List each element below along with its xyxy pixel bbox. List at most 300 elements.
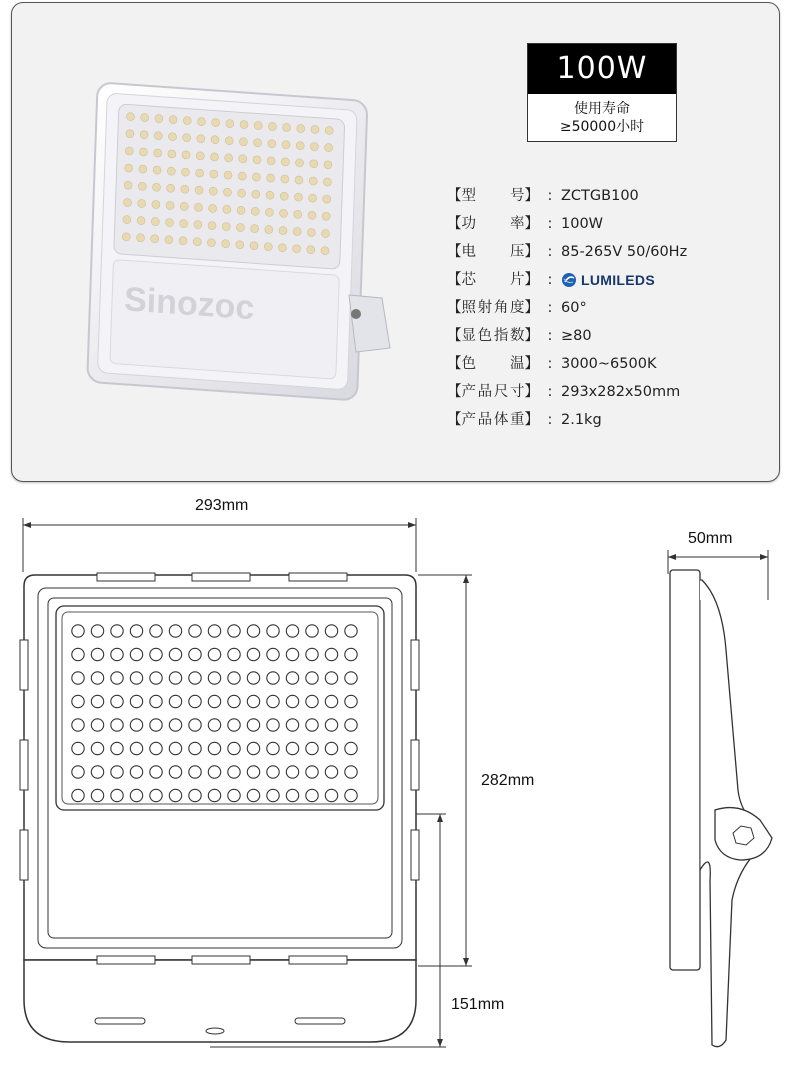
led-circle: [72, 789, 84, 801]
housing-tab: [97, 573, 155, 581]
led-circle: [189, 789, 201, 801]
led-circle: [306, 625, 318, 637]
spec-value: 85-265V 50/60Hz: [561, 244, 688, 260]
photo-led: [224, 171, 232, 180]
led-circle: [267, 672, 279, 684]
photo-led: [310, 142, 318, 151]
photo-led: [250, 241, 258, 250]
led-circle: [228, 789, 240, 801]
photo-led: [324, 161, 332, 170]
photo-led: [151, 235, 159, 244]
led-circle: [111, 648, 123, 660]
led-circle: [130, 648, 142, 660]
spec-value: 293x282x50mm: [561, 384, 681, 400]
bracket-close: 】: [524, 272, 539, 288]
photo-led: [239, 137, 247, 146]
photo-led: [180, 219, 188, 228]
photo-led: [253, 156, 261, 165]
watermark-text: Sinozoc: [123, 280, 255, 328]
bracket-close: 】: [524, 216, 539, 232]
photo-led: [165, 236, 173, 245]
led-circle: [325, 672, 337, 684]
spec-label: 照射角度: [461, 300, 525, 316]
spec-row: [447, 322, 687, 350]
led-circle: [208, 625, 220, 637]
spec-row: [447, 210, 687, 238]
photo-led: [125, 164, 133, 173]
led-circle: [91, 648, 103, 660]
led-circle: [286, 766, 298, 778]
led-circle: [111, 672, 123, 684]
spec-value: 3000~6500K: [561, 356, 657, 372]
spec-colon: :: [547, 356, 553, 372]
led-circle: [286, 648, 298, 660]
led-circle: [111, 625, 123, 637]
led-circle: [247, 789, 259, 801]
led-circle: [325, 766, 337, 778]
photo-led: [297, 124, 305, 133]
led-circle: [345, 719, 357, 731]
photo-led: [252, 173, 260, 182]
led-circle: [111, 719, 123, 731]
led-circle: [111, 742, 123, 754]
photo-led: [167, 184, 175, 193]
led-circle: [111, 789, 123, 801]
led-circle: [247, 672, 259, 684]
led-circle: [345, 695, 357, 707]
led-circle: [189, 766, 201, 778]
photo-led: [281, 158, 289, 167]
led-circle: [169, 789, 181, 801]
led-circle: [130, 789, 142, 801]
housing-tab: [97, 956, 155, 964]
bracket-open: 【: [447, 328, 462, 344]
photo-led: [309, 177, 317, 186]
photo-led: [324, 143, 332, 152]
led-circle: [189, 695, 201, 707]
photo-led: [179, 237, 187, 246]
led-circle: [247, 742, 259, 754]
bracket-close: 】: [524, 188, 539, 204]
photo-led: [252, 190, 260, 199]
spec-value: 2.1kg: [561, 412, 602, 428]
led-circle: [306, 695, 318, 707]
photo-led: [236, 223, 244, 232]
photo-led: [279, 226, 287, 235]
photo-led: [323, 178, 331, 187]
photo-led: [154, 149, 162, 158]
led-circle: [150, 672, 162, 684]
led-circle: [306, 789, 318, 801]
led-circle: [169, 648, 181, 660]
led-circle: [325, 695, 337, 707]
led-circle: [150, 742, 162, 754]
housing-tab: [20, 740, 28, 790]
led-circle: [286, 695, 298, 707]
photo-led: [193, 237, 201, 246]
photo-led: [212, 118, 220, 127]
housing-tab: [411, 740, 419, 790]
spec-value: ≥80: [561, 328, 592, 344]
photo-led: [307, 228, 315, 237]
photo-led: [153, 166, 161, 175]
product-photo: [64, 80, 404, 410]
photo-led: [195, 186, 203, 195]
photo-led: [223, 205, 231, 214]
photo-led: [280, 192, 288, 201]
photo-led: [307, 245, 315, 254]
photo-led: [210, 170, 218, 179]
spec-colon: :: [547, 244, 553, 260]
led-circle: [267, 719, 279, 731]
led-circle: [169, 672, 181, 684]
housing-tab: [192, 573, 250, 581]
led-circle: [228, 695, 240, 707]
led-circle: [345, 742, 357, 754]
photo-led: [211, 135, 219, 144]
photo-led: [282, 123, 290, 132]
photo-led: [264, 242, 272, 251]
spec-colon: :: [547, 384, 553, 400]
led-circle: [189, 742, 201, 754]
photo-led: [180, 202, 188, 211]
photo-led: [295, 159, 303, 168]
photo-led: [196, 152, 204, 161]
photo-led: [168, 133, 176, 142]
spec-colon: :: [547, 272, 553, 288]
photo-led: [168, 150, 176, 159]
bracket-close: 】: [524, 300, 539, 316]
led-circle: [228, 742, 240, 754]
led-circle: [208, 695, 220, 707]
photo-led: [124, 181, 132, 190]
spec-label: 功率: [461, 216, 525, 232]
spec-row: [447, 406, 687, 434]
photo-led: [222, 222, 230, 231]
photo-led: [308, 211, 316, 220]
led-circle: [208, 719, 220, 731]
photo-led: [194, 203, 202, 212]
led-circle: [228, 766, 240, 778]
spec-colon: :: [547, 300, 553, 316]
photo-led: [194, 220, 202, 229]
led-circle: [286, 742, 298, 754]
photo-led: [125, 147, 133, 156]
led-circle: [247, 719, 259, 731]
bracket-close: 】: [524, 412, 539, 428]
front-dimension-drawing: [0, 490, 560, 1071]
led-circle: [130, 719, 142, 731]
housing-tab: [289, 573, 347, 581]
led-circle: [267, 742, 279, 754]
led-circle: [286, 625, 298, 637]
led-circle: [111, 695, 123, 707]
housing-tab: [20, 640, 28, 690]
spec-label: 芯片: [461, 272, 525, 288]
bracket-open: 【: [447, 272, 462, 288]
led-circle: [91, 766, 103, 778]
spec-row: [447, 266, 687, 294]
photo-led: [126, 112, 134, 121]
spec-label: 电压: [461, 244, 525, 260]
led-circle: [267, 648, 279, 660]
led-circle: [169, 742, 181, 754]
led-circle: [150, 719, 162, 731]
photo-led: [254, 121, 262, 130]
photo-led: [295, 176, 303, 185]
photo-led: [140, 131, 148, 140]
led-circle: [150, 766, 162, 778]
led-circle: [169, 719, 181, 731]
led-circle: [325, 625, 337, 637]
led-circle: [130, 672, 142, 684]
led-circle: [189, 625, 201, 637]
led-circle: [189, 648, 201, 660]
photo-led: [152, 183, 160, 192]
photo-led: [310, 160, 318, 169]
led-circle: [91, 695, 103, 707]
width-dimension-label: 293mm: [195, 497, 249, 514]
photo-led: [266, 191, 274, 200]
bracket-close: 】: [524, 384, 539, 400]
spec-value: LUMILEDS: [581, 272, 655, 288]
photo-led: [321, 229, 329, 238]
led-circle: [130, 742, 142, 754]
photo-led: [294, 193, 302, 202]
led-circle: [91, 742, 103, 754]
power-badge: [527, 43, 677, 142]
photo-led: [123, 215, 131, 224]
led-circle: [91, 789, 103, 801]
photo-led: [265, 225, 273, 234]
photo-led: [123, 198, 131, 207]
photo-led: [151, 217, 159, 226]
led-circle: [72, 719, 84, 731]
photo-led: [236, 240, 244, 249]
led-circle: [150, 648, 162, 660]
photo-led: [126, 130, 134, 139]
led-circle: [72, 766, 84, 778]
photo-led: [209, 204, 217, 213]
photo-led: [237, 189, 245, 198]
led-circle: [72, 672, 84, 684]
led-circle: [169, 625, 181, 637]
led-circle: [208, 766, 220, 778]
photo-led: [225, 136, 233, 145]
led-circle: [228, 625, 240, 637]
spec-row: [447, 378, 687, 406]
led-circle: [111, 766, 123, 778]
led-circle: [150, 625, 162, 637]
led-circle: [72, 742, 84, 754]
photo-led: [197, 117, 205, 126]
photo-led: [207, 238, 215, 247]
led-circle: [208, 789, 220, 801]
photo-led: [278, 243, 286, 252]
lumileds-swirl-icon: [561, 272, 577, 288]
bracket-close: 】: [524, 328, 539, 344]
housing-tab: [411, 640, 419, 690]
photo-led: [122, 233, 130, 242]
housing-tab: [192, 956, 250, 964]
lifespan-label: 使用寿命: [574, 101, 630, 117]
led-circle: [286, 672, 298, 684]
photo-led: [181, 168, 189, 177]
photo-led: [165, 218, 173, 227]
led-circle: [247, 648, 259, 660]
photo-led: [251, 207, 259, 216]
photo-led: [208, 221, 216, 230]
photo-led: [138, 199, 146, 208]
photo-led: [183, 133, 191, 142]
bracket-close: 】: [524, 356, 539, 372]
photo-led: [136, 234, 144, 243]
bracket-open: 【: [447, 188, 462, 204]
led-circle: [247, 695, 259, 707]
spec-label: 色温: [461, 356, 525, 372]
photo-led: [209, 187, 217, 196]
photo-led: [166, 201, 174, 210]
bracket-open: 【: [447, 384, 462, 400]
led-circle: [189, 719, 201, 731]
spec-colon: :: [547, 216, 553, 232]
photo-led: [268, 122, 276, 131]
spec-value: ZCTGB100: [561, 188, 639, 204]
bracket-open: 【: [447, 356, 462, 372]
photo-led: [238, 172, 246, 181]
led-circle: [91, 719, 103, 731]
led-circle: [228, 672, 240, 684]
height-dimension-label: 282mm: [481, 772, 535, 789]
led-circle: [325, 742, 337, 754]
led-circle: [345, 625, 357, 637]
photo-led: [137, 216, 145, 225]
photo-led: [154, 132, 162, 141]
photo-led: [325, 126, 333, 135]
bracket-open: 【: [447, 216, 462, 232]
photo-led: [152, 200, 160, 209]
photo-led: [138, 182, 146, 191]
spec-list: [447, 182, 687, 434]
led-circle: [286, 719, 298, 731]
photo-led: [196, 169, 204, 178]
housing-tab: [20, 830, 28, 880]
photo-led: [141, 113, 149, 122]
photo-led: [292, 244, 300, 253]
photo-led: [167, 167, 175, 176]
led-circle: [267, 625, 279, 637]
photo-led: [239, 155, 247, 164]
photo-led: [197, 134, 205, 143]
depth-dimension-label: 50mm: [688, 530, 733, 547]
bracket-open: 【: [447, 244, 462, 260]
photo-led: [240, 120, 248, 129]
lumileds-logo: [561, 266, 655, 294]
led-circle: [267, 789, 279, 801]
led-circle: [325, 719, 337, 731]
led-circle: [306, 672, 318, 684]
photo-led: [265, 208, 273, 217]
led-circle: [325, 648, 337, 660]
spec-row: [447, 182, 687, 210]
photo-led: [169, 115, 177, 124]
led-circle: [306, 742, 318, 754]
led-circle: [208, 672, 220, 684]
photo-led: [308, 194, 316, 203]
photo-led: [221, 239, 229, 248]
led-circle: [150, 789, 162, 801]
spec-label: 产品尺寸: [461, 384, 525, 400]
bracket-open: 【: [447, 300, 462, 316]
led-circle: [267, 695, 279, 707]
led-circle: [306, 719, 318, 731]
photo-led: [250, 224, 258, 233]
led-circle: [306, 766, 318, 778]
photo-led: [183, 116, 191, 125]
photo-led: [296, 141, 304, 150]
led-circle: [91, 672, 103, 684]
led-circle: [189, 672, 201, 684]
photo-led: [282, 140, 290, 149]
spec-colon: :: [547, 328, 553, 344]
photo-led: [224, 154, 232, 163]
photo-led: [279, 209, 287, 218]
led-circle: [72, 648, 84, 660]
led-circle: [169, 695, 181, 707]
photo-led: [323, 195, 331, 204]
spec-label: 显色指数: [461, 328, 525, 344]
led-circle: [286, 789, 298, 801]
led-circle: [306, 648, 318, 660]
photo-led: [321, 246, 329, 255]
led-circle: [247, 766, 259, 778]
led-circle: [150, 695, 162, 707]
led-circle: [130, 625, 142, 637]
led-circle: [208, 648, 220, 660]
spec-value: 60°: [561, 300, 587, 316]
led-circle: [72, 625, 84, 637]
led-circle: [130, 766, 142, 778]
photo-led: [268, 139, 276, 148]
photo-led: [281, 175, 289, 184]
led-circle: [130, 695, 142, 707]
led-circle: [228, 648, 240, 660]
bracket-close: 】: [524, 244, 539, 260]
led-circle: [325, 789, 337, 801]
photo-led: [226, 119, 234, 128]
spec-row: [447, 350, 687, 378]
led-circle: [267, 766, 279, 778]
spec-label: 产品体重: [461, 412, 525, 428]
photo-led: [322, 212, 330, 221]
photo-led: [139, 148, 147, 157]
led-circle: [72, 695, 84, 707]
photo-led: [223, 188, 231, 197]
led-circle: [247, 625, 259, 637]
photo-led: [294, 210, 302, 219]
led-circle: [345, 789, 357, 801]
housing-tab: [289, 956, 347, 964]
spec-colon: :: [547, 188, 553, 204]
spec-label: 型号: [461, 188, 525, 204]
photo-led: [155, 114, 163, 123]
led-circle: [345, 648, 357, 660]
led-circle: [345, 672, 357, 684]
spec-value: 100W: [561, 216, 604, 232]
spec-row: [447, 294, 687, 322]
photo-led: [210, 153, 218, 162]
led-circle: [228, 719, 240, 731]
